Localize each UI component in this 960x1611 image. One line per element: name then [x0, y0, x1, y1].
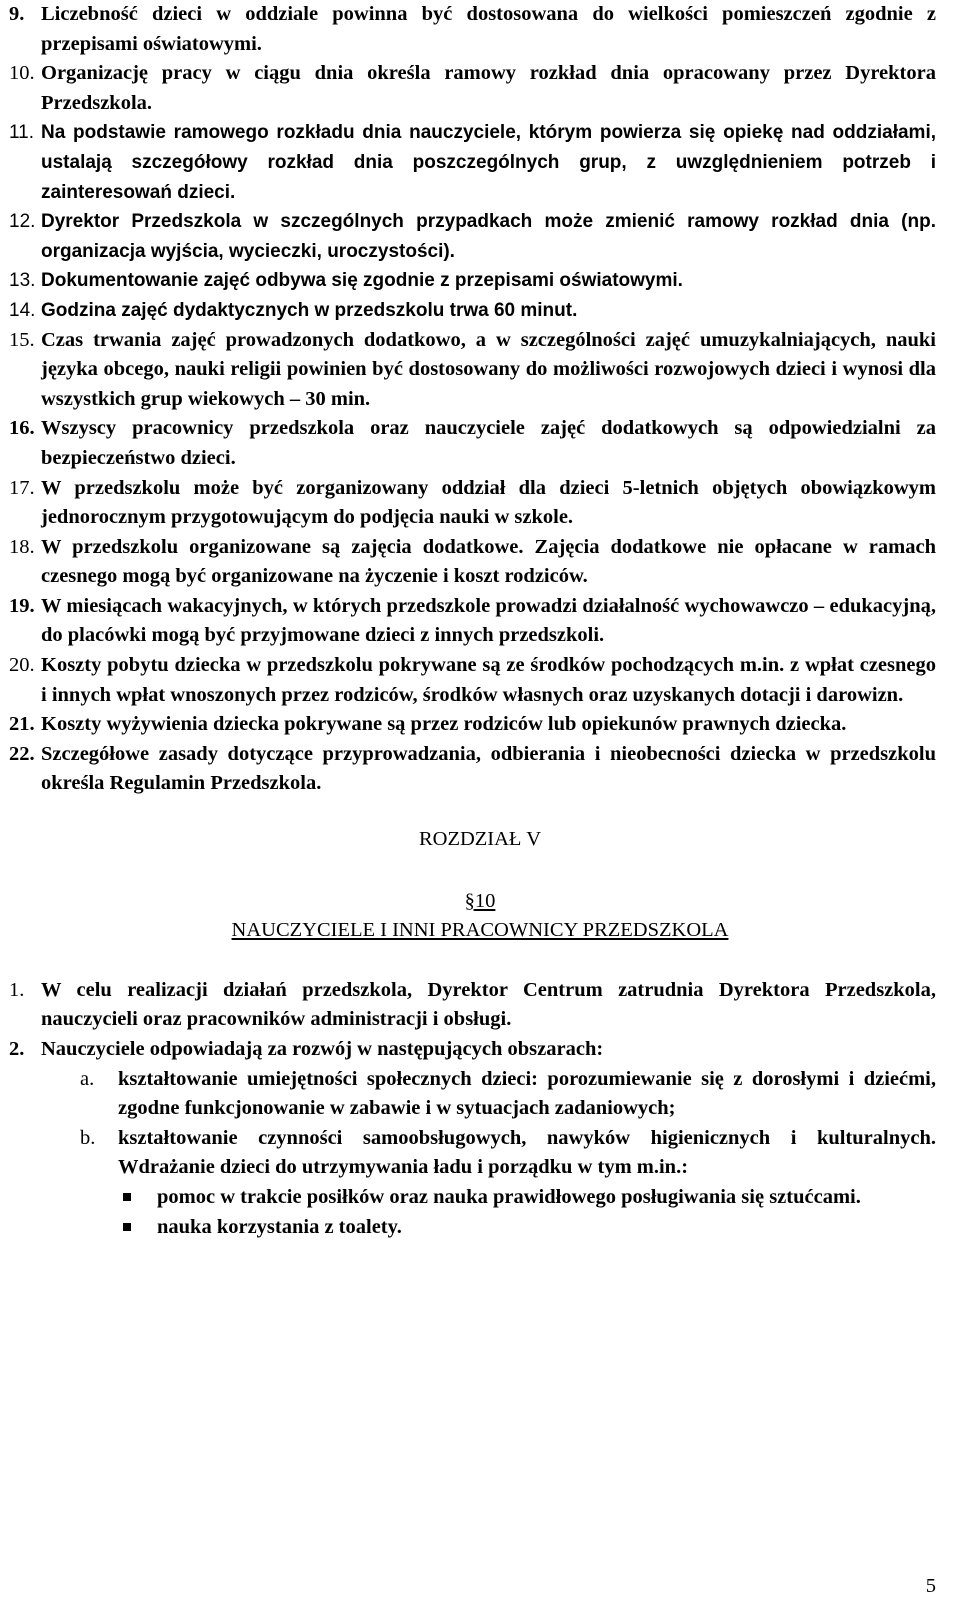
square-bullet-icon: [123, 1223, 131, 1231]
list-item: [9, 414, 936, 473]
item-number: 20.: [9, 654, 35, 677]
section-number: [0, 887, 960, 917]
item-number: 21.: [9, 713, 35, 736]
page-number: 5: [925, 1575, 936, 1597]
list-item: [9, 296, 936, 326]
list-item: [9, 0, 936, 59]
bullet-text: pomoc w trakcie posiłków oraz nauka prawidłowego posługiwania się sztućcami.: [157, 1185, 861, 1208]
item-text: Dokumentowanie zajęć odbywa się zgodnie z przepisami oświatowymi.: [41, 270, 683, 292]
item-text: Nauczyciele odpowiadają za rozwój w następujących obszarach:: [41, 1038, 604, 1060]
item-letter: b.: [80, 1126, 96, 1149]
item-text: kształtowanie umiejętności społecznych dzieci: porozumiewanie się z dorosłymi i dziećmi, zgodne funkcjonowanie w zabawie i w sytuacjach zadaniowych;: [118, 1067, 936, 1120]
numbered-list-top: [0, 0, 960, 799]
chapter-heading: ROZDZIAŁ V: [418, 828, 542, 851]
item-number: 19.: [9, 594, 35, 617]
bullet-item: [157, 1213, 936, 1243]
list-item: [9, 474, 936, 533]
list-item: [9, 976, 936, 1035]
list-item: [9, 118, 936, 207]
section-number-value: 10: [474, 889, 496, 912]
item-text: W przedszkolu organizowane są zajęcia dodatkowe. Zajęcia dodatkowe nie opłacane w ramach czesnego mogą być organizowane na życzenie i koszt rodziców.: [41, 535, 936, 588]
list-item: [9, 710, 936, 740]
list-item: [9, 326, 936, 415]
list-item: [9, 651, 936, 710]
item-number: 18.: [9, 535, 35, 558]
list-item: [9, 266, 936, 296]
list-item: [9, 1035, 936, 1065]
item-text: Koszty wyżywienia dziecka pokrywane są przez rodziców lub opiekunów prawnych dziecka.: [41, 713, 847, 736]
item-number: 9.: [9, 3, 25, 25]
item-text: W miesiącach wakacyjnych, w których przedszkole prowadzi działalność wychowawczo – edukacyjną, do placówki mogą być przyjmowane dzieci z innych przedszkoli.: [41, 594, 936, 647]
item-text: Dyrektor Przedszkola w szczególnych przypadkach może zmienić ramowy rozkład dnia (np. organizacja wyjścia, wycieczki, uroczystości).: [41, 211, 936, 262]
item-number: 14.: [9, 299, 36, 321]
item-text: W przedszkolu może być zorganizowany oddział dla dzieci 5-letnich objętych obowiązkowym jednorocznym przygotowującym do podjęcia nauki w szkole.: [41, 476, 936, 529]
item-number: 1.: [9, 978, 25, 1001]
numbered-list-bottom: [0, 976, 960, 1242]
item-text: W celu realizacji działań przedszkola, Dyrektor Centrum zatrudnia Dyrektora Przedszkola, nauczycieli oraz pracowników administracji i obsługi.: [41, 978, 936, 1031]
item-text: Koszty pobytu dziecka w przedszkolu pokrywane są ze środków pochodzących m.in. z wpłat czesnego i innych wpłat wnoszonych przez rodziców, środków własnych oraz uzyskanych dotacji i darowizn.: [41, 654, 936, 706]
section-title: NAUCZYCIELE I INNI PRACOWNICY PRZEDSZKOLA: [231, 919, 729, 942]
item-text: Liczebność dzieci w oddziale powinna być dostosowana do wielkości pomieszczeń zgodnie z przepisami oświatowymi.: [41, 3, 936, 55]
list-item: [9, 592, 936, 651]
item-number: 2.: [9, 1038, 25, 1060]
item-number: 12.: [9, 211, 36, 233]
item-number: 17.: [9, 476, 35, 499]
item-text: Na podstawie ramowego rozkładu dnia nauczyciele, którym powierza się opiekę nad oddziałami, ustalają szczegółowy rozkład dnia poszczególnych grup, z uwzględnieniem potrzeb i zainteresowań dzieci.: [41, 122, 936, 203]
bullet-item: [157, 1183, 936, 1213]
section-sign: §: [464, 889, 475, 912]
item-number: 10.: [9, 62, 35, 85]
item-number: 16.: [9, 417, 35, 440]
list-item: [9, 207, 936, 266]
square-bullet-icon: [123, 1193, 131, 1201]
item-text: Godzina zajęć dydaktycznych w przedszkolu trwa 60 minut.: [41, 299, 578, 321]
item-text: Szczegółowe zasady dotyczące przyprowadzania, odbierania i nieobecności dziecka w przedszkolu określa Regulamin Przedszkola.: [41, 742, 936, 795]
item-number: 22.: [9, 742, 35, 765]
item-number: 13.: [9, 270, 36, 292]
item-text: Czas trwania zajęć prowadzonych dodatkowo, a w szczególności zajęć umuzykalniających, nauki języka obcego, nauki religii powinien być dostosowany do możliwości rozwojowych dzieci i wynosi dla wszystkich grup wiekowych – 30 min.: [41, 328, 936, 410]
bullet-text: nauka korzystania z toalety.: [157, 1215, 402, 1238]
item-text: Wszyscy pracownicy przedszkola oraz nauczyciele zajęć dodatkowych są odpowiedzialni za bezpieczeństwo dzieci.: [41, 417, 936, 469]
lettered-item: [80, 1124, 936, 1183]
list-item: [9, 533, 936, 592]
item-number: 15.: [9, 328, 35, 351]
list-item: [9, 59, 936, 118]
item-letter: a.: [80, 1067, 95, 1090]
item-text: Organizację pracy w ciągu dnia określa ramowy rozkład dnia opracowany przez Dyrektora Przedszkola.: [41, 62, 936, 114]
item-number: 11.: [9, 122, 35, 144]
item-text: kształtowanie czynności samoobsługowych, nawyków higienicznych i kulturalnych. Wdrażanie dzieci do utrzymywania ładu i porządku w tym m.in.:: [118, 1126, 936, 1179]
lettered-item: [80, 1065, 936, 1124]
list-item: [9, 740, 936, 799]
